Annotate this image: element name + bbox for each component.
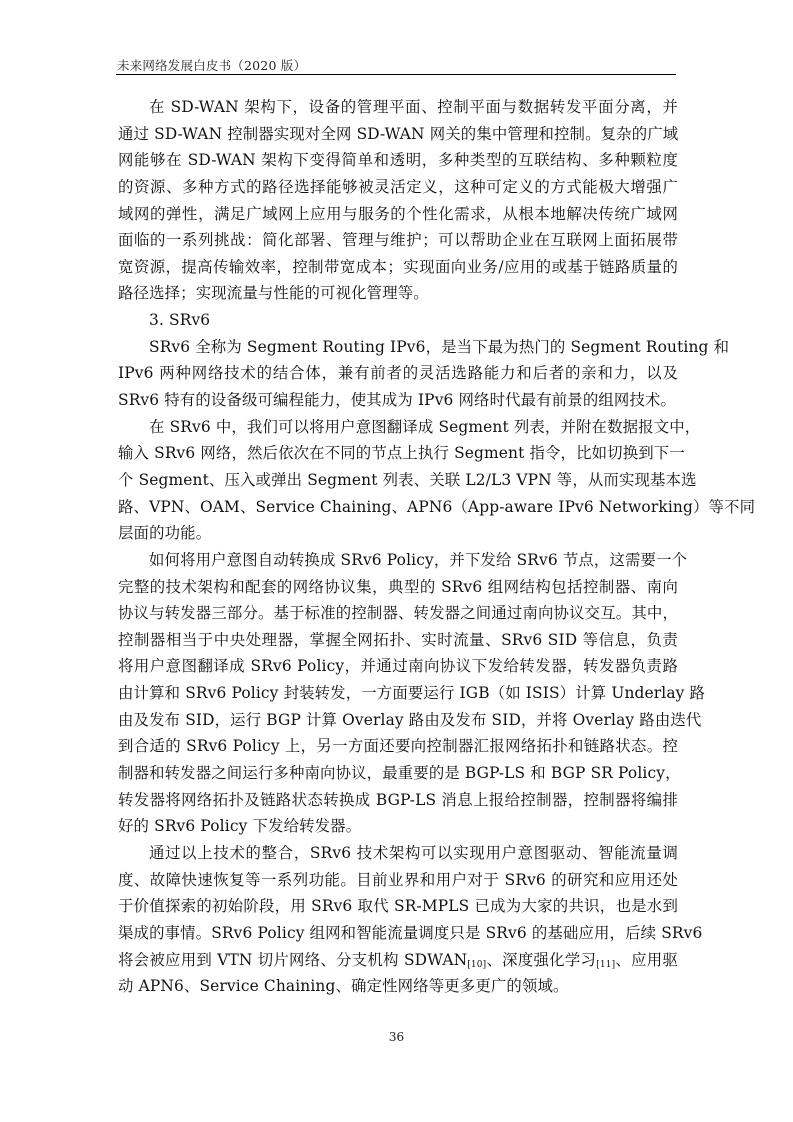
text-line: 路、VPN、OAM、Service Chaining、APN6（App-aware IPv6 Networking）等不同 bbox=[118, 497, 756, 516]
text-line: 面临的一系列挑战：简化部署、管理与维护；可以帮助企业在互联网上面拓展带 bbox=[118, 231, 678, 250]
text-line: 转发器将网络拓扑及链路状态转换成 BGP-LS 消息上报给控制器，控制器将编排 bbox=[118, 790, 678, 809]
text-line: 由计算和 SRv6 Policy 封装转发，一方面要运行 IGB（如 ISIS）计算 Underlay 路 bbox=[118, 684, 706, 703]
text-line-with-citations bbox=[118, 947, 678, 974]
paragraph-srv6-conclusion bbox=[118, 840, 703, 1000]
text-line: SRv6 全称为 Segment Routing IPv6，是当下最为热门的 Segment Routing 和 bbox=[149, 337, 730, 356]
citation-ref-10[interactable]: [10] bbox=[467, 959, 487, 970]
text-line: 路径选择；实现流量与性能的可视化管理等。 bbox=[118, 284, 429, 303]
text-line: IPv6 两种网络技术的结合体，兼有前者的灵活选路能力和后者的亲和力，以及 bbox=[118, 364, 678, 383]
paragraph-srv6-policy bbox=[118, 547, 706, 840]
text-line: 宽资源，提高传输效率，控制带宽成本；实现面向业务/应用的或基于链路质量的 bbox=[118, 257, 678, 276]
text-line: 渠成的事情。SRv6 Policy 组网和智能流量调度只是 SRv6 的基础应用，后续 SRv6 bbox=[118, 923, 703, 942]
text-line: 在 SRv6 中，我们可以将用户意图翻译成 Segment 列表，并附在数据报文中， bbox=[149, 417, 701, 436]
text-line: 协议与转发器三部分。基于标准的控制器、转发器之间通过南向协议交互。其中， bbox=[118, 604, 678, 623]
running-header: 未来网络发展白皮书（2020 版） bbox=[117, 58, 307, 73]
text-line: 输入 SRv6 网络，然后依次在不同的节点上执行 Segment 指令，比如切换到下一 bbox=[118, 444, 685, 463]
paragraph-srv6-intro bbox=[118, 334, 730, 414]
text-line: 好的 SRv6 Policy 下发给转发器。 bbox=[118, 817, 362, 836]
text-line: 层面的功能。 bbox=[118, 524, 212, 543]
section-heading: 3. SRv6 bbox=[149, 311, 211, 330]
text-line: 在 SD-WAN 架构下，设备的管理平面、控制平面与数据转发平面分离，并 bbox=[149, 98, 678, 116]
text-line: 网能够在 SD-WAN 架构下变得简单和透明，多种类型的互联结构、多种颗粒度 bbox=[118, 151, 678, 170]
text-line: 的资源、多种方式的路径选择能够被灵活定义，这种可定义的方式能极大增强广 bbox=[118, 177, 678, 196]
text-span: 、应用驱 bbox=[615, 950, 678, 969]
citation-ref-11[interactable]: [11] bbox=[596, 959, 616, 970]
paragraph-sdwan bbox=[118, 94, 678, 307]
paragraph-srv6-segment bbox=[118, 414, 756, 547]
text-line: 域网的弹性，满足广域网上应用与服务的个性化需求，从根本地解决传统广域网 bbox=[118, 204, 678, 223]
text-line: 通过 SD-WAN 控制器实现对全网 SD-WAN 网关的集中管理和控制。复杂的广域 bbox=[118, 124, 679, 143]
text-line: 个 Segment、压入或弹出 Segment 列表、关联 L2/L3 VPN 等，从而实现基本选 bbox=[118, 470, 697, 489]
text-line: 动 APN6、Service Chaining、确定性网络等更多更广的领域。 bbox=[118, 977, 569, 996]
text-line: 通过以上技术的整合，SRv6 技术架构可以实现用户意图驱动、智能流量调 bbox=[149, 843, 678, 862]
text-span: 将会被应用到 VTN 切片网络、分支机构 SDWAN bbox=[118, 950, 468, 969]
text-line: SRv6 特有的设备级可编程能力，使其成为 IPv6 网络时代最有前景的组网技术。 bbox=[118, 391, 677, 410]
text-line: 制器和转发器之间运行多种南向协议，最重要的是 BGP-LS 和 BGP SR Policy， bbox=[118, 764, 681, 783]
text-line: 到合适的 SRv6 Policy 上，另一方面还要向控制器汇报网络拓扑和链路状态。控 bbox=[118, 737, 678, 756]
text-line: 于价值探索的初始阶段，用 SRv6 取代 SR-MPLS 已成为大家的共识，也是水到 bbox=[118, 897, 678, 916]
page-number: 36 bbox=[388, 1030, 405, 1044]
text-line: 将用户意图翻译成 SRv6 Policy，并通过南向协议下发给转发器，转发器负责路 bbox=[118, 657, 678, 676]
text-line: 完整的技术架构和配套的网络协议集，典型的 SRv6 组网结构包括控制器、南向 bbox=[118, 577, 678, 596]
text-span: 、深度强化学习 bbox=[486, 950, 597, 969]
text-line: 控制器相当于中央处理器，掌握全网拓扑、实时流量、SRv6 SID 等信息，负责 bbox=[118, 630, 678, 649]
text-line: 如何将用户意图自动转换成 SRv6 Policy，并下发给 SRv6 节点，这需要一个 bbox=[149, 550, 688, 569]
page-body bbox=[118, 94, 756, 1000]
header-rule bbox=[116, 74, 676, 75]
text-line: 由及发布 SID，运行 BGP 计算 Overlay 路由及发布 SID，并将 Overlay 路由迭代 bbox=[118, 710, 702, 729]
text-line: 度、故障快速恢复等一系列功能。目前业界和用户对于 SRv6 的研究和应用还处 bbox=[118, 870, 678, 889]
